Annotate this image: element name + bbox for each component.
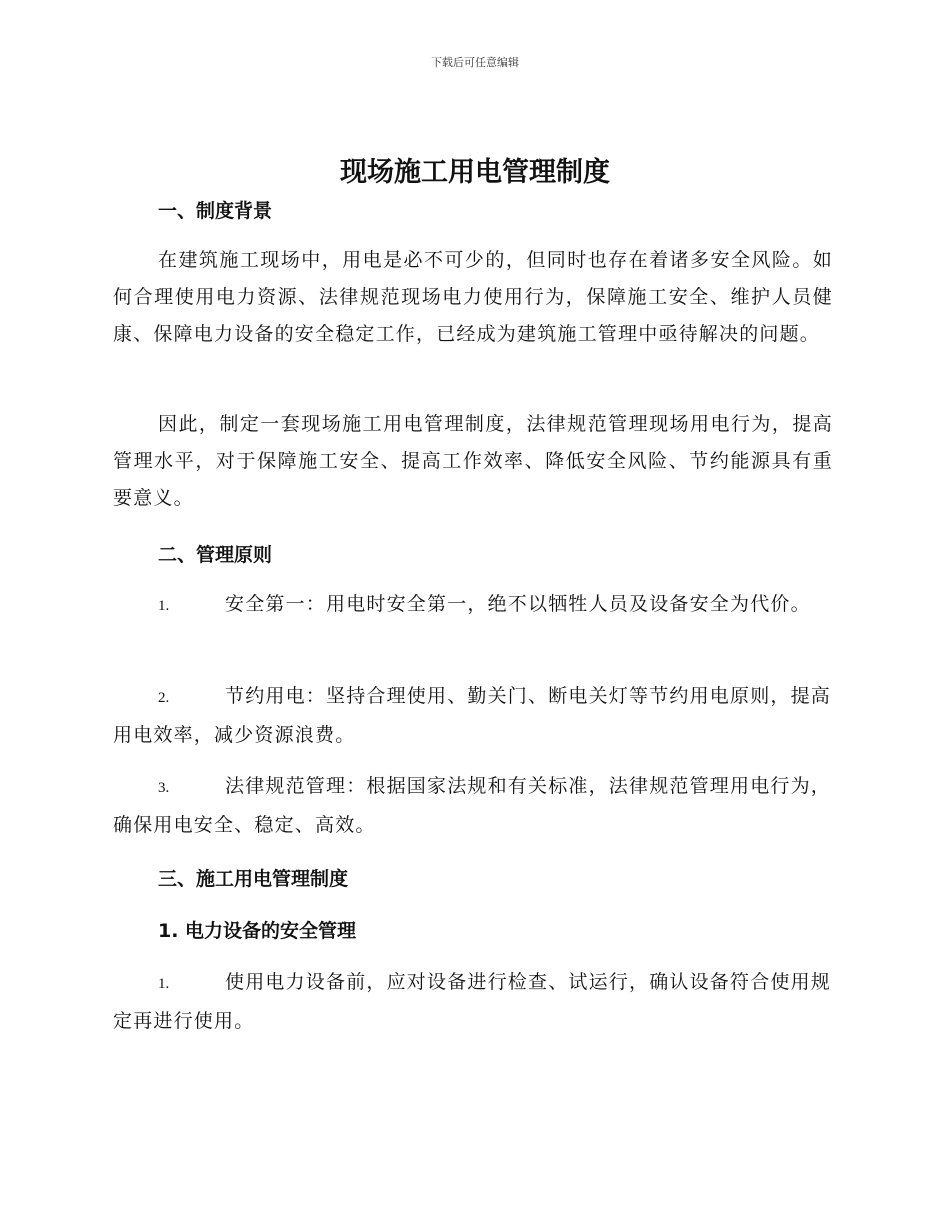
list-item [113, 964, 833, 1040]
list-item [113, 768, 833, 844]
list-item [113, 678, 833, 754]
list-item-number: 1. [158, 976, 170, 992]
paragraph: 因此，制定一套现场施工用电管理制度，法律规范管理现场用电行为，提高管理水平，对于保障施工安全、提高工作效率、降低安全风险、节约能源具有重要意义。 [113, 413, 833, 509]
list-item-text: 法律规范管理：根据国家法规和有关标准，法律规范管理用电行为，确保用电安全、稳定、高效。 [113, 775, 832, 836]
list-item-number: 3. [158, 780, 170, 796]
list-item-text: 节约用电：坚持合理使用、勤关门、断电关灯等节约用电原则，提高用电效率，减少资源浪费。 [113, 685, 832, 746]
list-item-number: 1. [158, 598, 170, 614]
list-item-text: 安全第一：用电时安全第一，绝不以牺牲人员及设备安全为代价。 [225, 593, 811, 615]
section-heading-principles: 二、管理原则 [158, 544, 273, 566]
list-item-text: 使用电力设备前，应对设备进行检查、试运行，确认设备符合使用规定再进行使用。 [113, 971, 832, 1032]
list-item-number: 2. [158, 690, 170, 706]
section-heading-system: 三、施工用电管理制度 [158, 868, 349, 890]
paragraph: 在建筑施工现场中，用电是必不可少的，但同时也存在着诸多安全风险。如何合理使用电力资源、法律规范现场电力使用行为，保障施工安全、维护人员健康、保障电力设备的安全稳定工作，已经成为建筑施工管理中亟待解决的问题。 [113, 249, 833, 345]
section-heading-background: 一、制度背景 [158, 200, 273, 222]
document-title: 现场施工用电管理制度 [340, 157, 610, 188]
subsection-heading: 1. 电力设备的安全管理 [158, 920, 357, 942]
list-item [113, 586, 833, 625]
header-note: 下载后可任意编辑 [431, 56, 519, 69]
